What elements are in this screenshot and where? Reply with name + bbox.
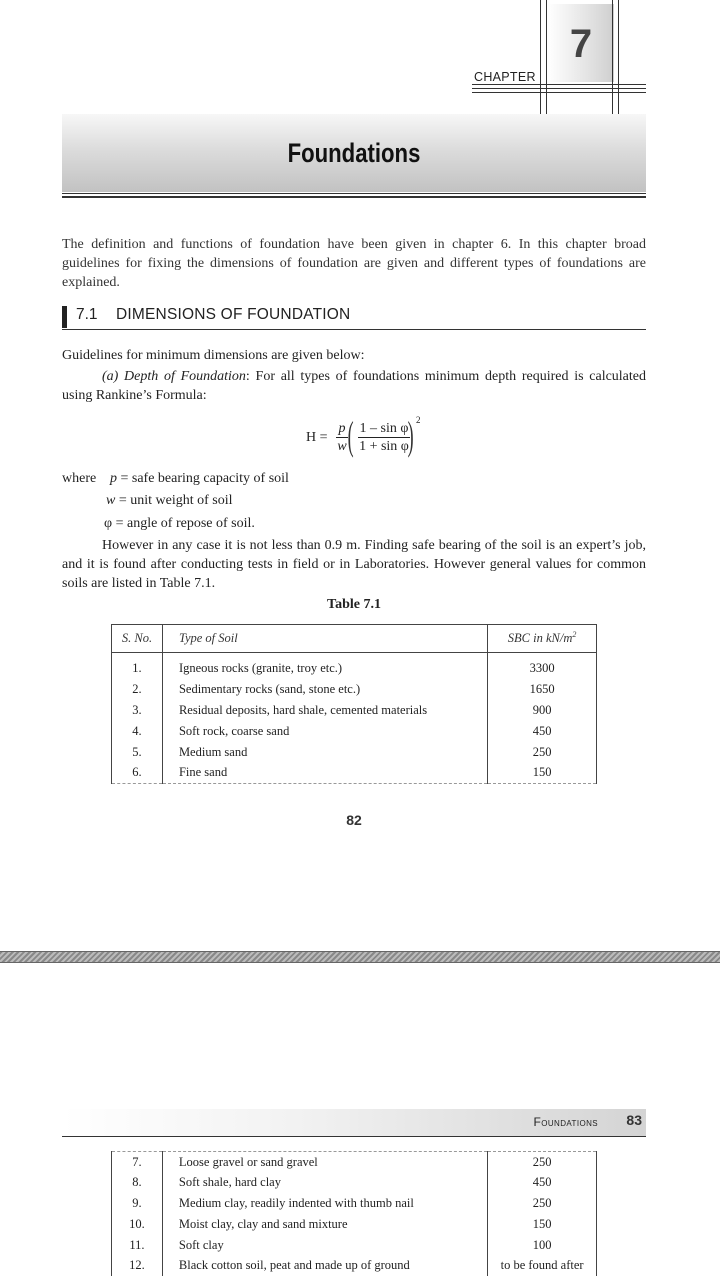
cell-sbc: 250 (532, 1195, 552, 1210)
formula-sin-ratio (358, 420, 410, 455)
cell-sno: 9. (112, 1193, 163, 1214)
var-phi-def: = angle of repose of soil. (112, 516, 255, 531)
table-row (112, 679, 597, 700)
intro-paragraph: The definition and functions of foundation have been given in chapter 6. In this chapter broad guidelines for fixing the dimensions of foundation are given and different types of foundations are explained. (62, 237, 646, 290)
table-row (112, 1193, 597, 1214)
depth-label: (a) Depth of Foundation (102, 369, 246, 384)
table-row (112, 1152, 597, 1173)
var-w-def: = unit weight of soil (115, 493, 233, 508)
cell-sbc: 150 (532, 765, 552, 780)
formula-numerator: 1 – sin φ (359, 421, 409, 436)
var-p: p (110, 471, 117, 486)
cell-sno: 3. (112, 700, 163, 721)
page-number: 82 (346, 812, 362, 828)
cell-type: Loose gravel or sand gravel (162, 1152, 487, 1173)
cell-sbc: 250 (532, 744, 552, 759)
header-type: Type of Soil (162, 625, 487, 653)
cell-sbc: 100 (532, 1237, 552, 1252)
running-head-page: 83 (626, 1112, 642, 1128)
cell-type: Soft clay (162, 1235, 487, 1256)
section-heading (62, 304, 646, 330)
where-line-1 (62, 469, 289, 488)
formula-p: p (336, 420, 348, 438)
chapter-number: 7 (569, 22, 593, 66)
cell-sno: 11. (112, 1235, 163, 1256)
depth-text: : For all types of foundations minimum depth required is calculated using Rankine’s Formula: (62, 369, 647, 403)
formula-lhs: H = (306, 430, 328, 445)
cell-type: Medium sand (162, 742, 487, 763)
cell-sno: 5. (112, 742, 163, 763)
formula-exponent: 2 (416, 415, 421, 425)
cell-sno: 12. (112, 1255, 163, 1276)
cell-type: Soft shale, hard clay (162, 1172, 487, 1193)
table-row (112, 1255, 597, 1276)
cell-sbc: 450 (532, 1175, 552, 1190)
cell-type: Igneous rocks (granite, troy etc.) (162, 659, 487, 680)
table-row (112, 742, 597, 763)
cell-sno: 10. (112, 1214, 163, 1235)
cell-sno: 8. (112, 1172, 163, 1193)
cell-sbc: 1650 (529, 682, 555, 697)
cell-sbc: to be found after (500, 1258, 584, 1273)
cell-type: Soft rock, coarse sand (162, 721, 487, 742)
formula-w: w (337, 439, 347, 454)
formula-p-over-w (336, 420, 348, 455)
table-row (112, 1214, 597, 1235)
cell-sno: 1. (112, 659, 163, 680)
cell-type: Fine sand (162, 762, 487, 783)
var-phi: φ (104, 516, 113, 531)
cell-sno: 7. (112, 1152, 163, 1173)
header-sno: S. No. (112, 625, 163, 653)
running-head-title: Foundations (533, 1115, 598, 1129)
formula-denominator: 1 + sin φ (359, 439, 409, 454)
cell-sbc: 3300 (529, 661, 555, 676)
running-head (62, 1109, 646, 1137)
table-row (112, 700, 597, 721)
where-word: where (62, 471, 97, 486)
chapter-label: CHAPTER (474, 70, 536, 84)
section-title: DIMENSIONS OF FOUNDATION (116, 306, 351, 323)
section-number: 7.1 (76, 306, 98, 323)
rankine-formula: H = p w ( $\frac{\text{1 – sin φ}}{\text{1 + sin φ}}$ ) 2 (306, 413, 421, 458)
var-p-def: = safe bearing capacity of soil (117, 471, 289, 486)
soil-table-part-1 (111, 624, 597, 784)
table-row (112, 1172, 597, 1193)
cell-sno: 2. (112, 679, 163, 700)
page-divider (0, 951, 720, 963)
cell-type: Medium clay, readily indented with thumb nail (162, 1193, 487, 1214)
however-paragraph: However in any case it is not less than 0.9 m. Finding safe bearing of the soil is an expert’s job, and it is found after conducting tests in field or in Laboratories. However general values for common soils are listed in Table 7.1. (62, 538, 646, 591)
table-row (112, 762, 597, 783)
cell-type: Black cotton soil, peat and made up of ground (162, 1255, 487, 1276)
soil-table-part-2 (111, 1151, 597, 1276)
cell-sno: 4. (112, 721, 163, 742)
cell-sno: 6. (112, 762, 163, 783)
table-row (112, 1235, 597, 1256)
cell-sbc: 250 (532, 1154, 552, 1169)
cell-sbc: 450 (532, 723, 552, 738)
cell-type: Sedimentary rocks (sand, stone etc.) (162, 679, 487, 700)
var-w: w (106, 493, 116, 508)
cell-type: Residual deposits, hard shale, cemented materials (162, 700, 487, 721)
table-row (112, 659, 597, 680)
header-sbc: SBC in $kN/m^2$ (488, 625, 597, 653)
depth-paragraph (62, 367, 646, 405)
section-marker (62, 306, 67, 328)
cell-sbc: 150 (532, 1216, 552, 1231)
cell-sbc: 900 (532, 702, 552, 717)
guidelines-text: Guidelines for minimum dimensions are given below: (62, 348, 365, 363)
table-row (112, 721, 597, 742)
cell-type: Moist clay, clay and sand mixture (162, 1214, 487, 1235)
chapter-title: Foundations (287, 138, 421, 168)
table-caption: Table 7.1 (327, 597, 381, 612)
